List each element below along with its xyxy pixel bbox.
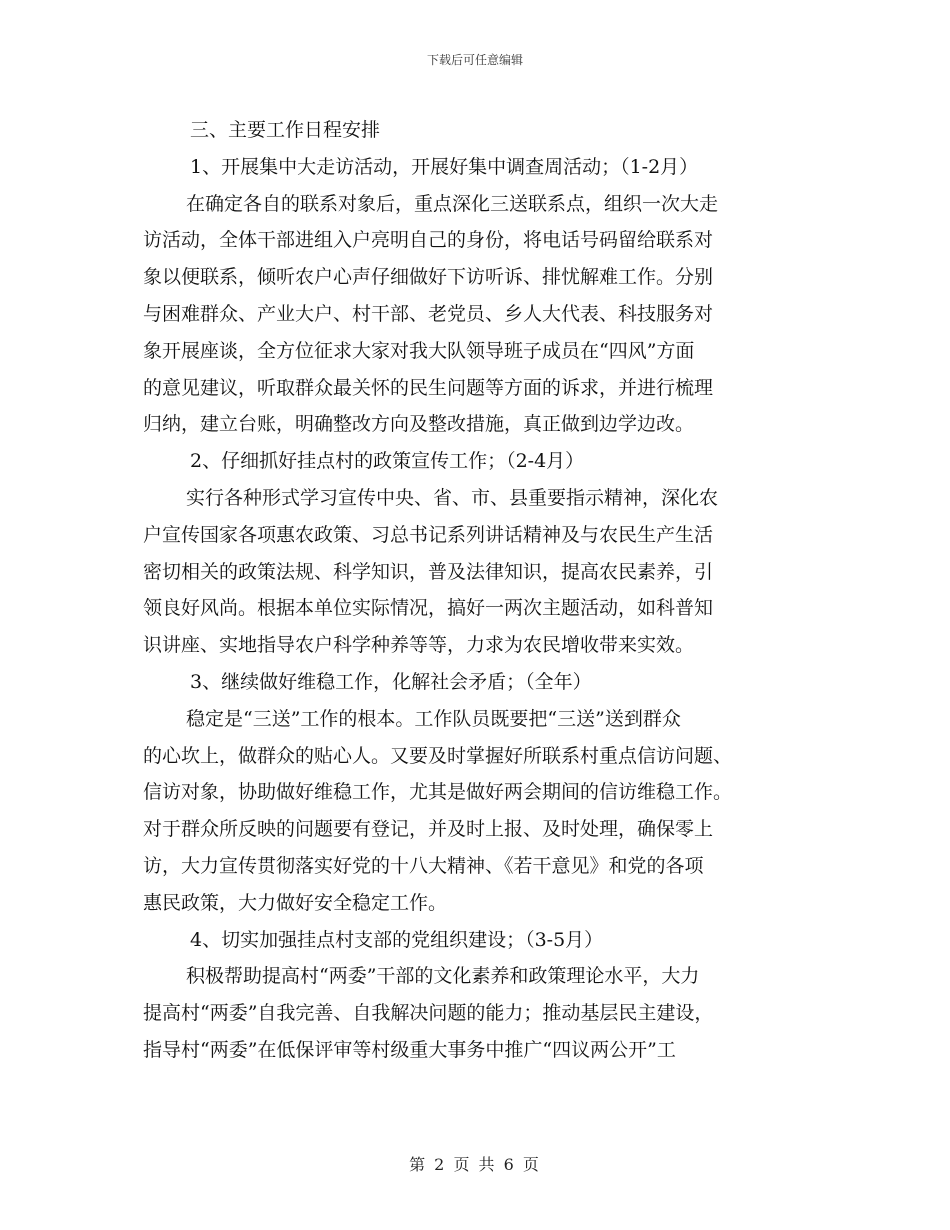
- paragraph-line: 对于群众所反映的问题要有登记，并及时上报、及时处理，确保零上: [143, 818, 714, 841]
- paragraph-line: 积极帮助提高村“两委”干部的文化素养和政策理论水平，大力: [186, 965, 700, 988]
- paragraph-line: 访活动，全体干部进组入户亮明自己的身份，将电话号码留给联系对: [143, 229, 714, 252]
- paragraph-line: 稳定是“三送”工作的根本。工作队员既要把“三送”送到群众: [186, 707, 681, 730]
- section-heading: 三、主要工作日程安排: [190, 119, 381, 141]
- paragraph-line: 象以便联系，倾听农户心声仔细做好下访听诉、排忧解难工作。分别: [143, 266, 714, 289]
- paragraph-line: 的心坎上，做群众的贴心人。又要及时掌握好所联系村重点信访问题、: [143, 744, 733, 767]
- paragraph-line: 指导村“两委”在低保评审等村级重大事务中推广“四议两公开”工: [143, 1038, 676, 1061]
- subsection-heading: 1、开展集中大走访活动，开展好集中调查周活动；（1-2月）: [190, 155, 699, 178]
- paragraph-line: 提高村“两委”自我完善、自我解决问题的能力；推动基层民主建设，: [143, 1002, 714, 1025]
- subsection-heading: 2、仔细抓好挂点村的政策宣传工作；（2-4月）: [190, 450, 585, 473]
- paragraph-line: 信访对象，协助做好维稳工作，尤其是做好两会期间的信访维稳工作。: [143, 781, 733, 804]
- paragraph-line: 象开展座谈，全方位征求大家对我大队领导班子成员在“四风”方面: [143, 339, 695, 362]
- document-body: [143, 112, 805, 1069]
- paragraph-line: 惠民政策，大力做好安全稳定工作。: [143, 891, 448, 914]
- paragraph-line: 的意见建议，听取群众最关怀的民生问题等方面的诉求，并进行梳理: [143, 376, 714, 399]
- paragraph-line: 领良好风尚。根据本单位实际情况，搞好一两次主题活动，如科普知: [143, 597, 714, 620]
- paragraph-line: 识讲座、实地指导农户科学种养等等，力求为农民增收带来实效。: [143, 634, 695, 657]
- subsection-heading: 4、切实加强挂点村支部的党组织建设；（3-5月）: [190, 928, 604, 951]
- page-number: 第 2 页 共 6 页: [409, 1155, 541, 1174]
- subsection-heading: 3、继续做好维稳工作，化解社会矛盾；（全年）: [190, 670, 592, 693]
- paragraph-line: 实行各种形式学习宣传中央、省、市、县重要指示精神，深化农: [186, 486, 719, 509]
- paragraph-line: 与困难群众、产业大户、村干部、老党员、乡人大代表、科技服务对: [143, 302, 714, 325]
- paragraph-line: 在确定各自的联系对象后，重点深化三送联系点，组织一次大走: [186, 192, 719, 215]
- paragraph-line: 归纳，建立台账，明确整改方向及整改措施，真正做到边学边改。: [143, 413, 695, 436]
- page-header-note: 下载后可任意编辑: [426, 53, 523, 67]
- paragraph-line: 密切相关的政策法规、科学知识，普及法律知识，提高农民素养，引: [143, 560, 714, 583]
- paragraph-line: 户宣传国家各项惠农政策、习总书记系列讲话精神及与农民生产生活: [143, 523, 714, 546]
- paragraph-line: 访，大力宣传贯彻落实好党的十八大精神、《若干意见》和党的各项: [143, 854, 704, 877]
